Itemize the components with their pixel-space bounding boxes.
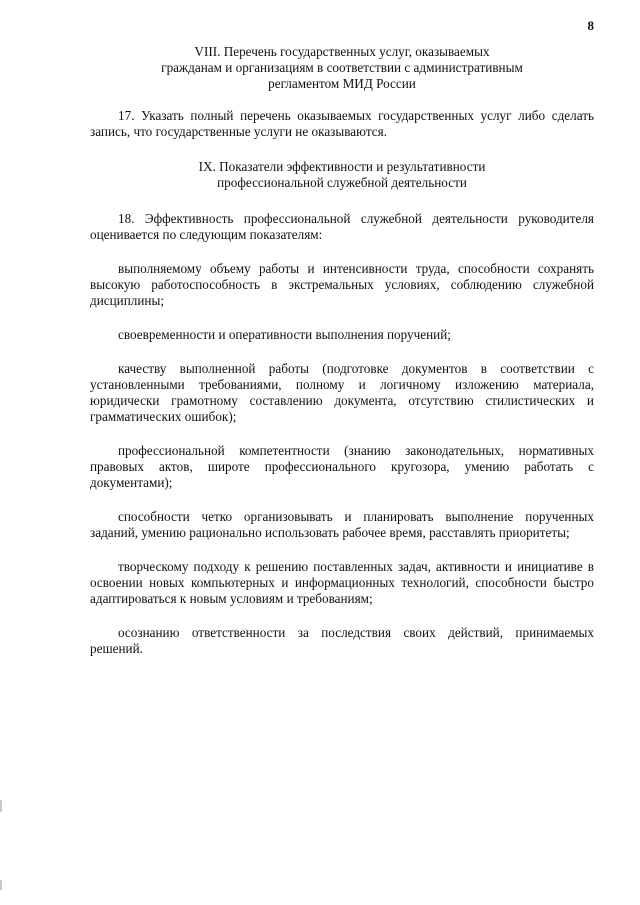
paragraph-18: 18. Эффективность профессиональной служебной деятельности руководителя оценивается по следующим показателям: xyxy=(90,211,594,242)
paragraph-17: 17. Указать полный перечень оказываемых государственных услуг либо сделать запись, что государственные услуги не оказываются. xyxy=(90,108,594,139)
section-8-heading-line: гражданам и организациям в соответствии с административным xyxy=(161,60,523,75)
indicator-item: выполняемому объему работы и интенсивности труда, способности сохранять высокую работоспособность в экстремальных условиях, соблюдению служебной дисциплины; xyxy=(90,261,594,308)
scan-edge-mark xyxy=(0,800,2,812)
scan-edge-mark xyxy=(0,880,2,890)
section-9-heading-line: IX. Показатели эффективности и результативности xyxy=(198,159,486,174)
document-content xyxy=(90,44,594,657)
indicator-item: творческому подходу к решению поставленных задач, активности и инициативе в освоении новых компьютерных и информационных технологий, способности быстро адаптироваться к новым условиям и требованиям; xyxy=(90,559,594,606)
indicator-item: качеству выполненной работы (подготовке документов в соответствии с установленными требованиями, полному и логичному изложению материала, юридически грамотному составлению документа, отсутствию стилистических и грамматических ошибок); xyxy=(90,361,594,424)
indicator-item: способности четко организовывать и планировать выполнение порученных заданий, умению рационально использовать рабочее время, расставлять приоритеты; xyxy=(90,509,594,540)
page-number: 8 xyxy=(587,18,594,33)
section-8-heading-line: регламентом МИД России xyxy=(268,76,416,91)
indicator-item: своевременности и оперативности выполнения поручений; xyxy=(118,327,451,342)
section-8-heading xyxy=(90,44,594,92)
section-8-heading-line: VIII. Перечень государственных услуг, оказываемых xyxy=(194,44,490,59)
section-9-heading xyxy=(90,159,594,191)
indicator-item: профессиональной компетентности (знанию законодательных, нормативных правовых актов, широте профессионального кругозора, умению работать с документами); xyxy=(90,443,594,490)
indicator-item: осознанию ответственности за последствия своих действий, принимаемых решений. xyxy=(90,625,594,656)
section-9-heading-line: профессиональной служебной деятельности xyxy=(217,175,467,190)
